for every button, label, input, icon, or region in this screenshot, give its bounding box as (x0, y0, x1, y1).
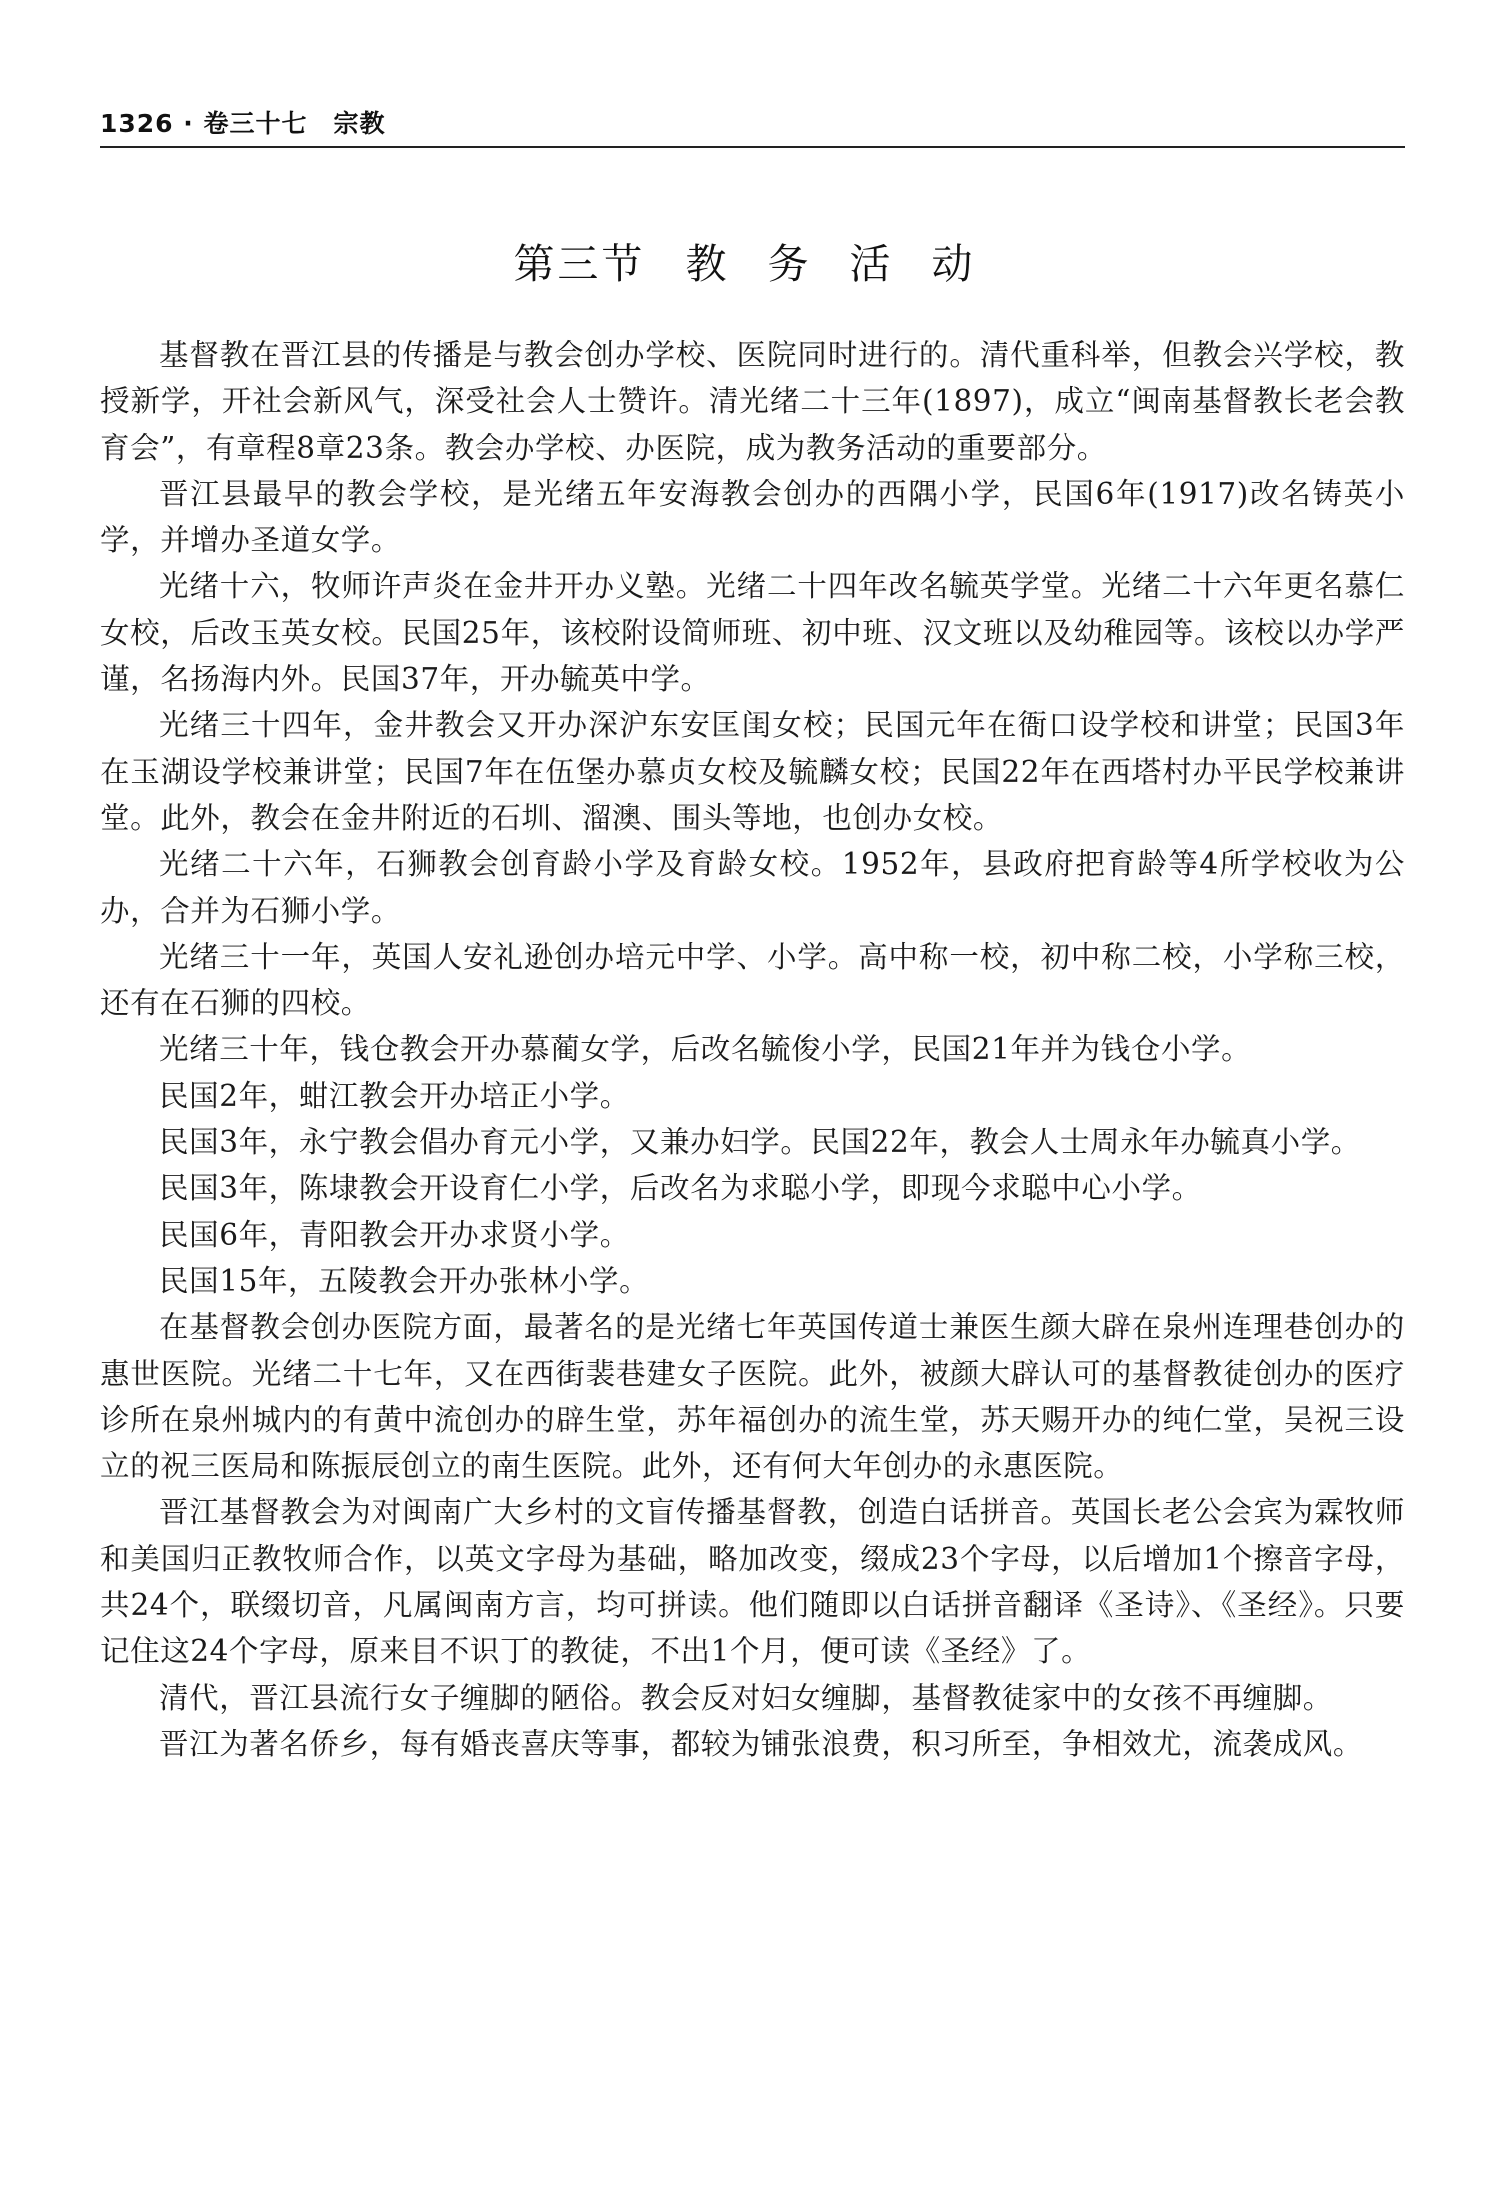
paragraph: 晋江基督教会为对闽南广大乡村的文盲传播基督教，创造白话拼音。英国长老公会宾为霖牧师和美国归正教牧师合作，以英文字母为基础，略加改变，缀成23个字母，以后增加1个擦音字母，共24个，联缀切音，凡属闽南方言，均可拼读。他们随即以白话拼音翻译《圣诗》、《圣经》。只要记住这24个字母，原来目不识丁的教徒，不出1个月，便可读《圣经》了。 (100, 1495, 1405, 1669)
running-header: 1326 · 卷三十七 宗教 (100, 109, 386, 138)
paragraph: 光绪三十一年，英国人安礼逊创办培元中学、小学。高中称一校，初中称二校，小学称三校，还有在石狮的四校。 (100, 939, 1405, 1021)
body-text (100, 332, 1405, 1767)
paragraph: 晋江为著名侨乡，每有婚丧喜庆等事，都较为铺张浪费，积习所至，争相效尤，流袭成风。 (159, 1726, 1364, 1761)
paragraph: 光绪三十四年，金井教会又开办深沪东安匡闺女校；民国元年在衙口设学校和讲堂；民国3年在玉湖设学校兼讲堂；民国7年在伍堡办慕贞女校及毓麟女校；民国22年在西塔村办平民学校兼讲堂。此外，教会在金井附近的石圳、溜澳、围头等地，也创办女校。 (100, 708, 1405, 835)
paragraph: 民国15年，五陵教会开办张林小学。 (159, 1263, 650, 1298)
paragraph: 光绪十六，牧师许声炎在金井开办义塾。光绪二十四年改名毓英学堂。光绪二十六年更名慕仁女校，后改玉英女校。民国25年，该校附设简师班、初中班、汉文班以及幼稚园等。该校以办学严谨，名扬海内外。民国37年，开办毓英中学。 (100, 569, 1405, 697)
section-title (0, 231, 1500, 290)
paragraph: 民国3年，陈埭教会开设育仁小学，后改名为求聪小学，即现今求聪中心小学。 (159, 1171, 1202, 1206)
section-number: 第三节 (513, 240, 646, 288)
paragraph: 光绪二十六年，石狮教会创育龄小学及育龄女校。1952年，县政府把育龄等4所学校收为公办，合并为石狮小学。 (100, 847, 1405, 928)
paragraph: 民国6年，青阳教会开办求贤小学。 (159, 1217, 630, 1252)
paragraph: 清代，晋江县流行女子缠脚的陋俗。教会反对妇女缠脚，基督教徒家中的女孩不再缠脚。 (159, 1680, 1333, 1715)
paragraph: 民国2年，蚶江教会开办培正小学。 (159, 1078, 630, 1113)
section-name: 教 务 活 动 (685, 240, 987, 288)
paragraph: 民国3年，永宁教会倡办育元小学，又兼办妇学。民国22年，教会人士周永年办毓真小学。 (159, 1125, 1361, 1160)
paragraph: 在基督教会创办医院方面，最著名的是光绪七年英国传道士兼医生颜大辟在泉州连理巷创办的惠世医院。光绪二十七年，又在西街裴巷建女子医院。此外，被颜大辟认可的基督教徒创办的医疗诊所在泉州城内的有黄中流创办的辟生堂，苏年福创办的流生堂，苏天赐开办的纯仁堂，吴祝三设立的祝三医局和陈振辰创立的南生医院。此外，还有何大年创办的永惠医院。 (100, 1310, 1405, 1484)
paragraph: 晋江县最早的教会学校，是光绪五年安海教会创办的西隅小学，民国6年(1917)改名铸英小学，并增办圣道女学。 (100, 476, 1405, 558)
paragraph: 光绪三十年，钱仓教会开办慕蔺女学，后改名毓俊小学，民国21年并为钱仓小学。 (159, 1032, 1252, 1067)
paragraph: 基督教在晋江县的传播是与教会创办学校、医院同时进行的。清代重科举，但教会兴学校，教授新学，开社会新风气，深受社会人士赞许。清光绪二十三年(1897)，成立“闽南基督教长老会教育会”，有章程8章23条。教会办学校、办医院，成为教务活动的重要部分。 (100, 338, 1405, 465)
header-rule (100, 146, 1405, 148)
